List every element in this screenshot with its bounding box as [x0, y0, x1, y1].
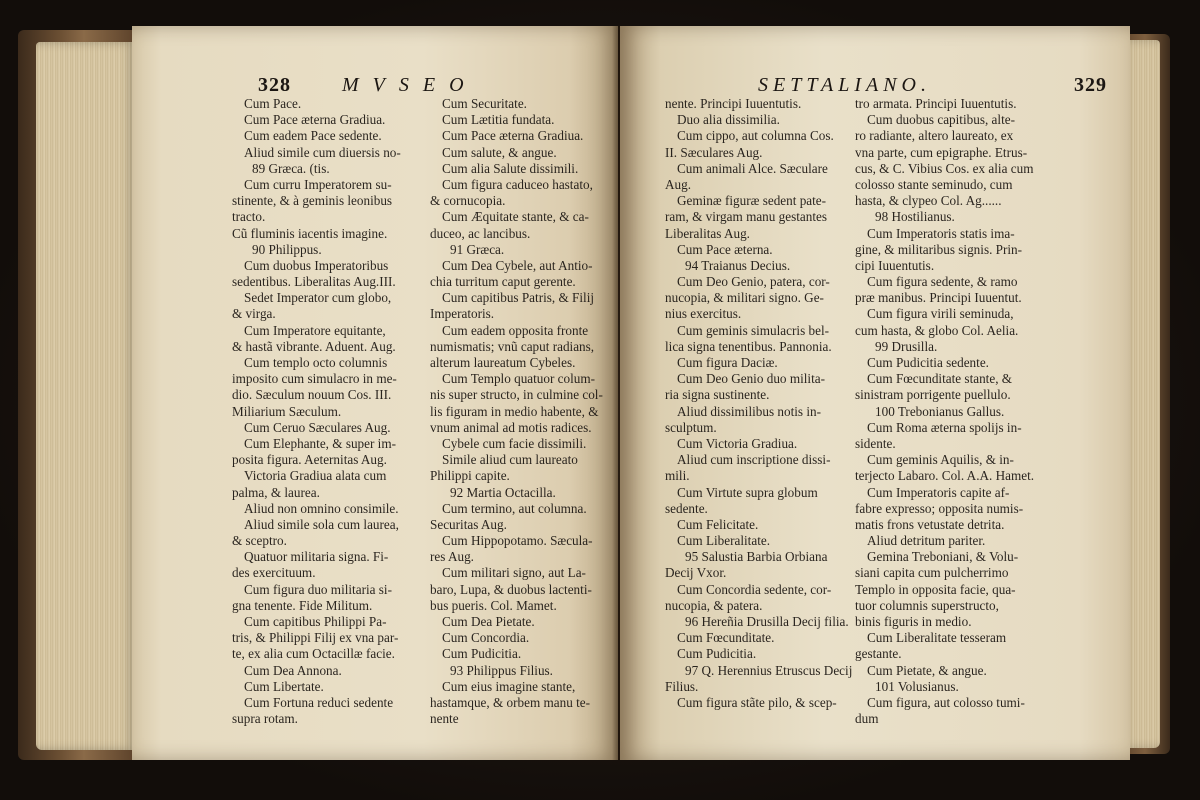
text-line: colosso stante seminudo, cum: [855, 176, 1013, 192]
text-line: Miliarium Sæculum.: [232, 403, 342, 419]
text-line: supra rotam.: [232, 711, 298, 727]
text-line: chia turritum caput gerente.: [430, 274, 576, 290]
text-line: Cum figura virili seminuda,: [867, 306, 1014, 322]
text-line: Cum Dea Cybele, aut Antio-: [442, 257, 593, 273]
text-line: lis figuram in medio habente, &: [430, 403, 599, 419]
text-line: Geminæ figuræ sedent pate-: [677, 193, 827, 209]
text-line: II. Sæculares Aug.: [665, 144, 763, 160]
text-line: Cum figura duo militaria si-: [244, 581, 392, 597]
text-line: Victoria Gradiua alata cum: [244, 468, 387, 484]
text-line: stinente, & à geminis leonibus: [232, 193, 393, 209]
text-line: Cum Victoria Gradiua.: [677, 435, 798, 451]
text-line: 90 Philippus.: [252, 241, 322, 257]
text-line: lica signa tenentibus. Pannonia.: [665, 338, 832, 354]
text-line: Gemina Treboniani, & Volu-: [867, 549, 1019, 565]
text-line: 95 Salustia Barbia Orbiana: [685, 549, 828, 565]
text-line: nucopia, & patera.: [665, 597, 763, 613]
text-line: Cum figura stãte pilo, & scep-: [677, 694, 837, 710]
text-line: 98 Hostilianus.: [875, 209, 955, 225]
text-line: Cum curru Imperatorem su-: [244, 176, 392, 192]
text-line: Cum cippo, aut columna Cos.: [677, 128, 834, 144]
text-line: vnum animal ad motis radices.: [430, 419, 592, 435]
text-line: 94 Traianus Decius.: [685, 257, 791, 273]
text-line: & hastã vibrante. Aduent. Aug.: [232, 338, 396, 354]
text-line: Cum capitibus Philippi Pa-: [244, 614, 387, 629]
text-line: alterum laureatum Cybeles.: [430, 355, 576, 370]
text-line: Simile aliud cum laureato: [442, 452, 578, 468]
text-line: Cum militari signo, aut La-: [442, 565, 586, 581]
text-line: ria signa sustinente.: [665, 387, 770, 403]
text-line: Cum Imperatoris capite af-: [867, 484, 1010, 500]
text-line: Aliud dissimilibus notis in-: [677, 403, 821, 419]
text-line: Cum Pace æterna Gradiua.: [244, 112, 386, 128]
text-line: Cum duobus Imperatoribus: [244, 257, 389, 273]
text-line: Cum duobus capitibus, alte-: [867, 112, 1015, 128]
text-line: Philippi capite.: [430, 468, 510, 484]
text-line: Cum eadem Pace sedente.: [244, 128, 382, 144]
text-line: Cum Liberalitate tesseram: [867, 630, 1007, 646]
left-column-1: [232, 96, 442, 727]
text-line: Cum Concordia.: [442, 630, 530, 646]
text-line: hastamque, & orbem manu te-: [430, 694, 591, 710]
text-line: Aliud simile cum diuersis no-: [244, 144, 401, 160]
text-line: vna parte, cum epigraphe. Etrus-: [855, 144, 1028, 160]
text-line: 100 Trebonianus Gallus.: [875, 403, 1005, 419]
text-line: Cum capitibus Patris, & Filij: [442, 290, 595, 306]
text-line: Cum Fœcunditate.: [677, 630, 775, 646]
text-line: gestante.: [855, 646, 902, 662]
text-line: 99 Drusilla.: [875, 338, 938, 354]
text-line: nente: [430, 711, 459, 727]
text-line: Cum Concordia sedente, cor-: [677, 581, 832, 597]
text-line: bus pueris. Col. Mamet.: [430, 597, 557, 613]
text-line: Cum Fortuna reduci sedente: [244, 694, 394, 710]
text-line: cus, & C. Vibius Cos. ex alia cum: [855, 160, 1034, 176]
text-line: Sedet Imperator cum globo,: [244, 290, 392, 306]
text-line: tracto.: [232, 209, 266, 225]
text-line: Cum Pace.: [244, 96, 302, 111]
text-line: 93 Philippus Filius.: [450, 662, 553, 678]
text-line: dio. Sæculum nouum Cos. III.: [232, 387, 392, 403]
text-line: baro, Lupa, & duobus lactenti-: [430, 581, 592, 597]
text-line: 92 Martia Octacilla.: [450, 484, 556, 500]
text-line: nis super structo, in culmine col-: [430, 387, 603, 403]
text-line: 89 Græca. (tis.: [252, 160, 330, 176]
text-line: Cum eius imagine stante,: [442, 678, 576, 694]
text-line: cipi Iuuentutis.: [855, 257, 935, 273]
text-line: gna tenente. Fide Militum.: [232, 597, 373, 613]
text-line: Decij Vxor.: [665, 565, 727, 581]
text-line: tuor columnis superstructo,: [855, 597, 999, 613]
left-running-head: MVSEO: [342, 74, 478, 96]
text-line: Quatuor militaria signa. Fi-: [244, 549, 389, 565]
text-line: Cum Pudicitia.: [677, 646, 757, 662]
text-line: Liberalitas Aug.: [665, 225, 750, 241]
text-line: Cum figura, aut colosso tumi-: [867, 694, 1025, 710]
text-line: & sceptro.: [232, 533, 287, 549]
text-line: Cum Virtute supra globum: [677, 484, 818, 500]
text-line: sedente.: [665, 500, 708, 516]
text-line: Cum Lætitia fundata.: [442, 112, 555, 128]
text-line: Cum eadem opposita fronte: [442, 322, 589, 338]
text-line: imposito cum simulacro in me-: [232, 371, 397, 387]
right-page-number: 329: [1074, 74, 1107, 96]
text-line: Cum Pace æterna.: [677, 241, 773, 257]
text-line: Cum Æquitate stante, & ca-: [442, 209, 589, 225]
left-page: [132, 26, 618, 760]
text-line: 101 Volusianus.: [875, 678, 959, 694]
text-line: Imperatoris.: [430, 306, 495, 322]
text-line: palma, & laurea.: [232, 484, 320, 500]
page-edges-left: [36, 42, 136, 750]
text-line: Cum alia Salute dissimili.: [442, 160, 579, 176]
text-line: numismatis; vnũ caput radians,: [430, 338, 595, 354]
text-line: & virga.: [232, 306, 276, 322]
text-line: te, ex alia cum Octacillæ facie.: [232, 646, 395, 662]
text-line: Cum Deo Genio duo milita-: [677, 371, 825, 387]
text-line: fabre expresso; opposita numis-: [855, 500, 1024, 516]
text-line: Cum Securitate.: [442, 96, 527, 111]
text-line: Aliud simile sola cum laurea,: [244, 516, 399, 532]
left-page-number: 328: [258, 74, 291, 96]
text-line: Cum figura sedente, & ramo: [867, 274, 1018, 290]
text-line: binis figuris in medio.: [855, 614, 972, 629]
text-line: sidente.: [855, 435, 896, 451]
text-line: posita figura. Aeternitas Aug.: [232, 452, 387, 468]
right-column-1: [665, 96, 865, 711]
text-line: 97 Q. Herennius Etruscus Decij: [685, 662, 853, 678]
text-line: Cum geminis Aquilis, & in-: [867, 452, 1014, 468]
text-line: Cum Templo quatuor colum-: [442, 371, 596, 387]
text-line: siani capita cum pulcherrimo: [855, 565, 1009, 581]
text-line: ram, & virgam manu gestantes: [665, 209, 827, 225]
text-line: 96 Hereñia Drusilla Decij filia.: [685, 614, 849, 629]
text-line: tro armata. Principi Iuuentutis.: [855, 96, 1017, 111]
text-line: Cum Imperatore equitante,: [244, 322, 386, 338]
text-line: Cum Imperatoris statis ima-: [867, 225, 1015, 241]
text-line: Cum Fœcunditate stante, &: [867, 371, 1013, 387]
text-line: des exercituum.: [232, 565, 316, 581]
text-line: Cybele cum facie dissimili.: [442, 435, 587, 451]
text-line: cum hasta, & globo Col. Aelia.: [855, 322, 1019, 338]
text-line: terjecto Labaro. Col. A.A. Hamet.: [855, 468, 1035, 484]
right-page: [620, 26, 1130, 760]
text-line: Cum Felicitate.: [677, 516, 759, 532]
text-line: Cum Liberalitate.: [677, 533, 771, 549]
text-line: mili.: [665, 468, 690, 484]
text-line: res Aug.: [430, 549, 474, 565]
text-line: dum: [855, 711, 879, 727]
text-line: & cornucopia.: [430, 193, 506, 209]
text-line: Cum Deo Genio, patera, cor-: [677, 274, 830, 290]
text-line: Aliud cum inscriptione dissi-: [677, 452, 831, 468]
text-line: Cum Libertate.: [244, 678, 324, 694]
text-line: Cum figura Daciæ.: [677, 355, 778, 370]
left-column-2: [430, 96, 615, 727]
text-line: Cũ fluminis iacentis imagine.: [232, 225, 388, 241]
text-line: Duo alia dissimilia.: [677, 112, 780, 128]
text-line: sedentibus. Liberalitas Aug.III.: [232, 274, 396, 290]
text-line: Cum Pace æterna Gradiua.: [442, 128, 584, 144]
text-line: matis frons vetustate detrita.: [855, 516, 1005, 532]
text-line: Cum Dea Pietate.: [442, 614, 535, 629]
text-line: Cum figura caduceo hastato,: [442, 176, 593, 192]
right-running-head: SETTALIANO.: [758, 74, 931, 96]
text-line: sinistram porrigente puellulo.: [855, 387, 1011, 403]
text-line: Filius.: [665, 678, 699, 694]
text-line: Cum Pudicitia sedente.: [867, 355, 989, 370]
text-line: nius exercitus.: [665, 306, 742, 322]
text-line: Cum Pietate, & angue.: [867, 662, 987, 678]
text-line: Cum templo octo columnis: [244, 355, 388, 370]
text-line: Cum animali Alce. Sæculare: [677, 160, 828, 176]
text-line: Cum Ceruo Sæculares Aug.: [244, 419, 391, 435]
text-line: Aliud detritum pariter.: [867, 533, 986, 549]
text-line: Templo in opposita facie, qua-: [855, 581, 1016, 597]
text-line: ro radiante, altero laureato, ex: [855, 128, 1014, 144]
text-line: duceo, ac lancibus.: [430, 225, 531, 241]
text-line: Cum Roma æterna spolijs in-: [867, 419, 1022, 435]
text-line: nucopia, & militari signo. Ge-: [665, 290, 824, 306]
text-line: sculptum.: [665, 419, 717, 435]
text-line: Cum termino, aut columna.: [442, 500, 587, 516]
text-line: gine, & militaribus signis. Prin-: [855, 241, 1023, 257]
text-line: tris, & Philippi Filij ex vna par-: [232, 630, 399, 646]
text-line: Cum Elephante, & super im-: [244, 435, 396, 451]
text-line: hasta, & clypeo Col. Ag......: [855, 193, 1002, 209]
text-line: Cum Dea Annona.: [244, 662, 342, 678]
right-column-2: [855, 96, 1035, 727]
text-line: nente. Principi Iuuentutis.: [665, 96, 802, 111]
text-line: Securitas Aug.: [430, 516, 507, 532]
text-line: Aliud non omnino consimile.: [244, 500, 399, 516]
text-line: Cum geminis simulacris bel-: [677, 322, 830, 338]
text-line: Cum Hippopotamo. Sæcula-: [442, 533, 593, 549]
text-line: 91 Græca.: [450, 241, 505, 257]
text-line: Cum salute, & angue.: [442, 144, 557, 160]
text-line: præ manibus. Principi Iuuentut.: [855, 290, 1022, 306]
text-line: Aug.: [665, 176, 692, 192]
text-line: Cum Pudicitia.: [442, 646, 522, 662]
